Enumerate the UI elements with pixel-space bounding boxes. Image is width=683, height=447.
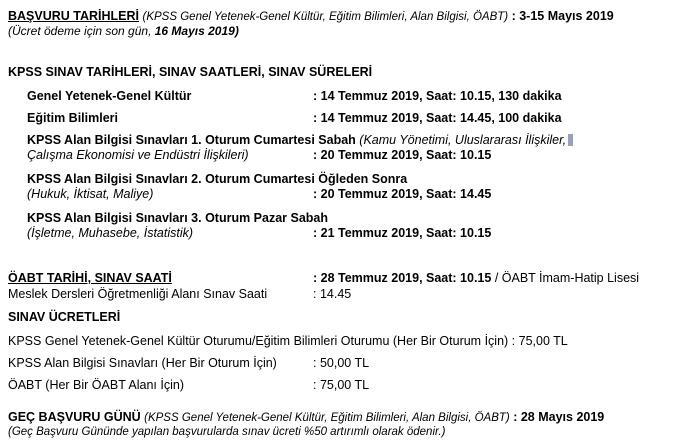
kpss-item-sub-4: (Hukuk, İktisat, Maliye): [27, 187, 154, 201]
fee-value-1: : 75,00 TL: [511, 334, 568, 348]
kpss-item-3-line: [27, 133, 573, 148]
kpss-section-title: KPSS SINAV TARİHLERİ, SINAV SAATLERİ, SINAV SÜRELERİ: [8, 65, 373, 79]
kpss-item-name-1: Genel Yetenek-Genel Kültür: [27, 89, 192, 103]
oabt-title: ÖABT TARİHİ, SINAV SAATİ: [8, 271, 172, 285]
kpss-item-name-4: KPSS Alan Bilgisi Sınavları 2. Oturum Cumartesi Öğleden Sonra: [27, 172, 408, 186]
kpss-item-detail-5: : 21 Temmuz 2019, Saat: 10.15: [313, 226, 492, 240]
kpss-item-name-3: KPSS Alan Bilgisi Sınavları 1. Oturum Cumartesi Sabah: [27, 133, 356, 147]
kpss-item-name-2: Eğitim Bilimleri: [27, 111, 118, 125]
gec-sub: (Geç Başvuru Gününde yapılan başvurularda sınav ücreti %50 artırımlı olarak ödenir.): [8, 426, 446, 438]
fees-title: SINAV ÜCRETLERİ: [8, 310, 121, 324]
gec-title: GEÇ BAŞVURU GÜNÜ: [8, 410, 141, 424]
fee-row-1: [8, 334, 568, 349]
fee-note-prefix: (Ücret ödeme için son gün,: [8, 24, 152, 38]
basvuru-fee-note: [8, 24, 239, 39]
kpss-item-detail-2: : 14 Temmuz 2019, Saat: 14.45, 100 dakika: [313, 111, 562, 125]
fee-label-1: KPSS Genel Yetenek-Genel Kültür Oturumu/Eğitim Bilimleri Oturumu (Her Bir Oturum İçin): [8, 334, 509, 348]
oabt-line2-value: : 14.45: [313, 287, 352, 301]
kpss-item-detail-1: : 14 Temmuz 2019, Saat: 10.15, 130 dakika: [313, 89, 562, 103]
fee-note-date: 16 Mayıs 2019): [154, 24, 239, 38]
basvuru-dates: : 3-15 Mayıs 2019: [511, 9, 614, 23]
oabt-detail-bold: : 28 Temmuz 2019, Saat: 10.15: [313, 271, 492, 285]
basvuru-title: BAŞVURU TARİHLERİ: [8, 9, 140, 23]
oabt-detail: [313, 271, 639, 286]
gec-date: : 28 Mayıs 2019: [513, 410, 605, 424]
text-cursor-icon: [568, 134, 573, 146]
oabt-line2: Meslek Dersleri Öğretmenliği Alanı Sınav Saati: [8, 287, 268, 301]
kpss-item-name-5: KPSS Alan Bilgisi Sınavları 3. Oturum Pazar Sabah: [27, 211, 329, 225]
fee-value-3: : 75,00 TL: [313, 378, 370, 392]
fee-label-2: KPSS Alan Bilgisi Sınavları (Her Bir Oturum İçin): [8, 356, 277, 370]
kpss-item-detail-4: : 20 Temmuz 2019, Saat: 14.45: [313, 187, 492, 201]
oabt-detail-rest: / ÖABT İmam-Hatip Lisesi: [491, 271, 640, 285]
gec-note: (KPSS Genel Yetenek-Genel Kültür, Eğitim Bilimleri, Alan Bilgisi, ÖABT): [144, 412, 510, 424]
gec-heading-line: [8, 410, 604, 426]
basvuru-heading-line: [8, 9, 614, 25]
kpss-item-sub-3: Çalışma Ekonomisi ve Endüstri İlişkileri): [27, 148, 249, 162]
kpss-item-note-3: (Kamu Yönetimi, Uluslararası İlişkiler,: [359, 133, 567, 147]
fee-label-3: ÖABT (Her Bir ÖABT Alanı İçin): [8, 378, 184, 392]
fee-value-2: : 50,00 TL: [313, 356, 370, 370]
kpss-item-sub-5: (İşletme, Muhasebe, İstatistik): [27, 226, 194, 240]
basvuru-note: (KPSS Genel Yetenek-Genel Kültür, Eğitim Bilimleri, Alan Bilgisi, ÖABT): [142, 11, 509, 23]
kpss-item-detail-3: : 20 Temmuz 2019, Saat: 10.15: [313, 148, 492, 162]
